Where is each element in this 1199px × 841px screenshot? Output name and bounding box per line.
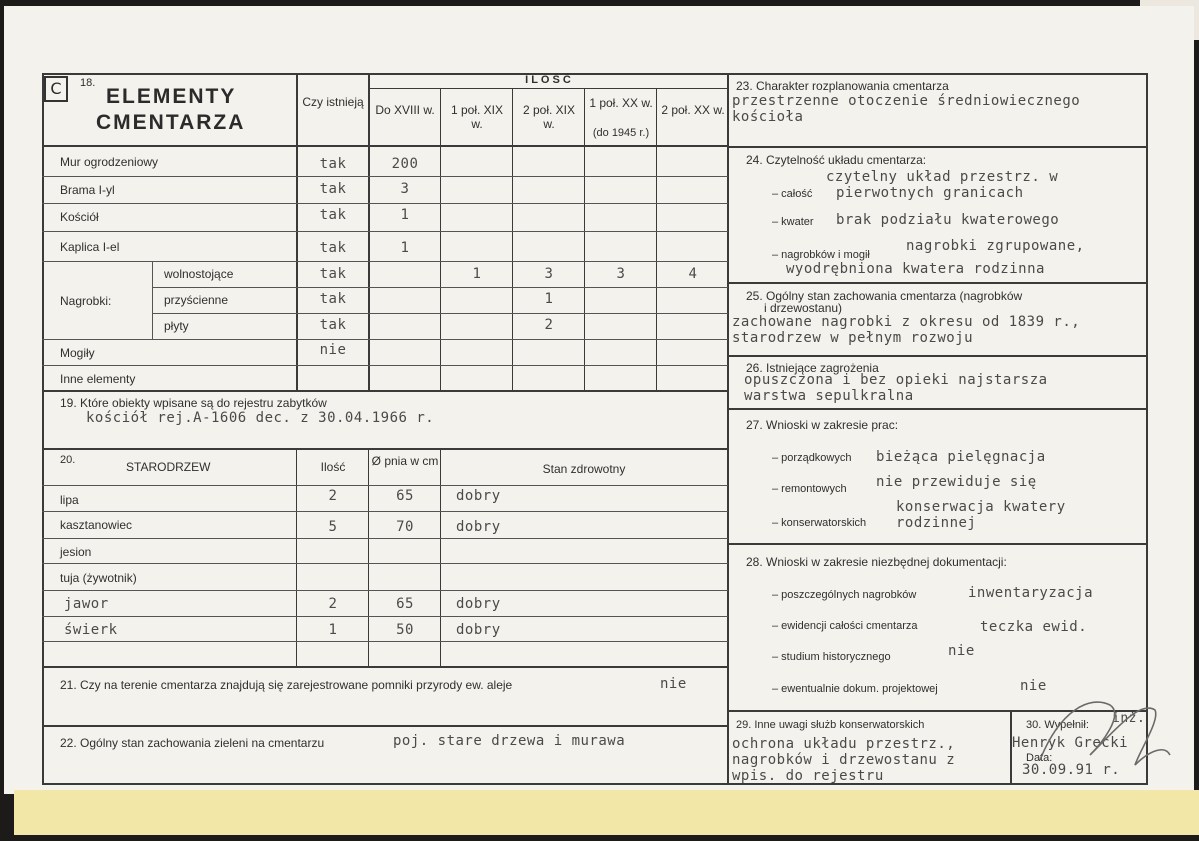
q24-calosc-value: pierwotnych granicach xyxy=(836,185,1024,201)
q28-b-label: – ewidencji całości cmentarza xyxy=(772,620,918,632)
tree-ilosc: 2 xyxy=(328,488,338,504)
row-label: wolnostojące xyxy=(164,267,234,281)
q23-label: 23. Charakter rozplanowania cmentarza xyxy=(736,79,949,93)
cell-do18: 3 xyxy=(400,181,410,197)
tree-ilosc: 5 xyxy=(328,519,338,535)
row-label: Mogiły xyxy=(60,346,95,360)
q27-label: 27. Wnioski w zakresie prac: xyxy=(746,418,899,432)
col-do18-header: Do XVIII w. xyxy=(375,103,435,117)
q22-label: 22. Ogólny stan zachowania zieleni na cmentarzu xyxy=(60,736,325,750)
col-czy-header: Czy istnieją xyxy=(302,95,364,109)
q24-kwater-label: – kwater xyxy=(772,216,814,228)
q24-nagrobkow-value: wyodrębniona kwatera rodzinna xyxy=(786,261,1045,277)
q24-label: 24. Czytelność układu cmentarza: xyxy=(746,153,927,167)
q30-label: 30. Wypełnił: xyxy=(1026,719,1089,731)
title-line1: ELEMENTY xyxy=(106,85,237,108)
tree-name: lipa xyxy=(60,493,79,507)
q27-rem-label: – remontowych xyxy=(772,483,847,495)
q25-value: starodrzew w pełnym rozwoju xyxy=(732,330,974,346)
q24-kwater-value: brak podziału kwaterowego xyxy=(836,212,1060,228)
cell-2pol19: 2 xyxy=(544,317,554,333)
q28-a-value: inwentaryzacja xyxy=(968,585,1094,601)
q27-porz-label: – porządkowych xyxy=(772,452,852,464)
q20-number: 20. xyxy=(60,454,76,466)
cell-czy: tak xyxy=(319,317,347,333)
tree-ilosc: 1 xyxy=(328,622,338,638)
q20-col-pnia: Ø pnia w cm xyxy=(371,454,439,468)
q30-title: inż. xyxy=(1112,711,1146,726)
q27-rem-value: nie przewiduje się xyxy=(876,474,1037,490)
q19-label: 19. Które obiekty wpisane są do rejestru zabytków xyxy=(60,396,327,410)
col-1pol20-note: (do 1945 r.) xyxy=(592,127,650,139)
cell-2pol19: 1 xyxy=(544,291,554,307)
cell-czy: tak xyxy=(319,181,347,197)
tree-stan: dobry xyxy=(456,596,501,612)
cell-1pol20: 3 xyxy=(616,266,626,282)
q24-calosc-value: czytelny układ przestrz. w xyxy=(826,169,1059,185)
q28-d-value: nie xyxy=(1020,678,1047,694)
cell-do18: 200 xyxy=(391,156,419,172)
col-2pol19-header: 2 poł. XIX w. xyxy=(522,103,576,131)
q29-label: 29. Inne uwagi służb konserwatorskich xyxy=(736,719,925,731)
q28-d-label: – ewentualnie dokum. projektowej xyxy=(772,683,938,695)
q25-label: 25. Ogólny stan zachowania cmentarza (nagrobków xyxy=(746,289,1023,303)
q23-value: kościoła xyxy=(732,109,804,125)
tree-stan: dobry xyxy=(456,519,501,535)
q27-porz-value: bieżąca pielęgnacja xyxy=(876,449,1046,465)
q20-title: STARODRZEW xyxy=(126,460,211,474)
row-label: Mur ogrodzeniowy xyxy=(60,155,159,169)
tree-name: świerk xyxy=(64,622,118,638)
q24-nagrobkow-label: – nagrobków i mogił xyxy=(772,249,870,261)
q28-label: 28. Wnioski w zakresie niezbędnej dokumentacji: xyxy=(746,555,1007,569)
tree-pnia: 50 xyxy=(396,622,414,638)
cell-czy: tak xyxy=(319,240,347,256)
tree-ilosc: 2 xyxy=(328,596,338,612)
q27-kons-value: konserwacja kwatery xyxy=(896,499,1066,515)
yellow-strip xyxy=(14,790,1199,835)
q26-value: warstwa sepulkralna xyxy=(744,388,914,404)
cell-czy: tak xyxy=(319,291,347,307)
q30-name: Henryk Grecki xyxy=(1012,735,1129,751)
row-label: płyty xyxy=(164,319,189,333)
section-number: 18. xyxy=(80,77,96,89)
q21-label: 21. Czy na terenie cmentarza znajdują się zarejestrowane pomniki przyrody ew. aleje xyxy=(60,678,513,692)
cell-1pol19: 1 xyxy=(472,266,482,282)
q21-value: nie xyxy=(660,676,687,692)
row-label: Kościół xyxy=(60,210,99,224)
cell-czy: tak xyxy=(319,266,347,282)
tree-pnia: 65 xyxy=(396,488,414,504)
cell-2pol20: 4 xyxy=(688,266,698,282)
tree-name: jesion xyxy=(60,545,92,559)
cell-do18: 1 xyxy=(400,240,410,256)
q28-b-value: teczka ewid. xyxy=(980,619,1088,635)
title-line2: CMENTARZA xyxy=(96,111,246,134)
q30-data-label: Data: xyxy=(1026,752,1053,764)
q24-calosc-label: – całość xyxy=(772,188,813,200)
q19-value: kościół rej.A-1606 dec. z 30.04.1966 r. xyxy=(86,410,435,426)
tree-stan: dobry xyxy=(456,488,501,504)
col-ilosc-header: I L O Ś Ć xyxy=(525,74,571,86)
row-label: przyścienne xyxy=(164,293,229,307)
q27-kons-value: rodzinnej xyxy=(896,515,977,531)
row-label: Inne elementy xyxy=(60,372,136,386)
q25-label: i drzewostanu) xyxy=(764,301,843,315)
tree-name: jawor xyxy=(64,596,109,612)
cell-czy: tak xyxy=(319,156,347,172)
q28-a-label: – poszczególnych nagrobków xyxy=(772,589,917,601)
q29-value: wpis. do rejestru xyxy=(732,768,884,784)
col-2pol20-header: 2 poł. XX w. xyxy=(661,103,725,117)
q29-value: nagrobków i drzewostanu z xyxy=(732,752,956,768)
q28-c-value: nie xyxy=(948,643,975,659)
tree-pnia: 65 xyxy=(396,596,414,612)
form-title xyxy=(96,84,286,136)
signature-icon xyxy=(1020,690,1180,785)
q20-col-ilosc: Ilość xyxy=(320,460,346,474)
q24-nagrobkow-value: nagrobki zgrupowane, xyxy=(906,238,1085,254)
q23-value: przestrzenne otoczenie średniowiecznego xyxy=(732,93,1081,109)
q26-label: 26. Istniejące zagrożenia xyxy=(746,361,879,375)
cell-do18: 1 xyxy=(400,207,410,223)
tree-name: kasztanowiec xyxy=(60,518,133,532)
cell-czy: tak xyxy=(319,207,347,223)
q28-c-label: – studium historycznego xyxy=(772,651,891,663)
col-1pol20-header: 1 poł. XX w. xyxy=(589,96,653,110)
q26-value: opuszczona i bez opieki najstarsza xyxy=(744,372,1048,388)
col-1pol19-header: 1 poł. XIX w. xyxy=(450,103,504,131)
tree-pnia: 70 xyxy=(396,519,414,535)
cell-2pol19: 3 xyxy=(544,266,554,282)
section-letter-box: C xyxy=(44,76,68,102)
q30-data-value: 30.09.91 r. xyxy=(1022,762,1121,778)
nagrobki-label: Nagrobki: xyxy=(60,294,112,308)
q22-value: poj. stare drzewa i murawa xyxy=(393,733,626,749)
row-label: Kaplica I-el xyxy=(60,240,120,254)
q27-kons-label: – konserwatorskich xyxy=(772,517,867,529)
tree-stan: dobry xyxy=(456,622,501,638)
row-label: Brama I-yl xyxy=(60,183,115,197)
q29-value: ochrona układu przestrz., xyxy=(732,736,956,752)
q25-value: zachowane nagrobki z okresu od 1839 r., xyxy=(732,314,1081,330)
tree-name: tuja (żywotnik) xyxy=(60,571,137,585)
cell-czy: nie xyxy=(319,342,347,358)
q20-col-stan: Stan zdrowotny xyxy=(542,462,626,476)
